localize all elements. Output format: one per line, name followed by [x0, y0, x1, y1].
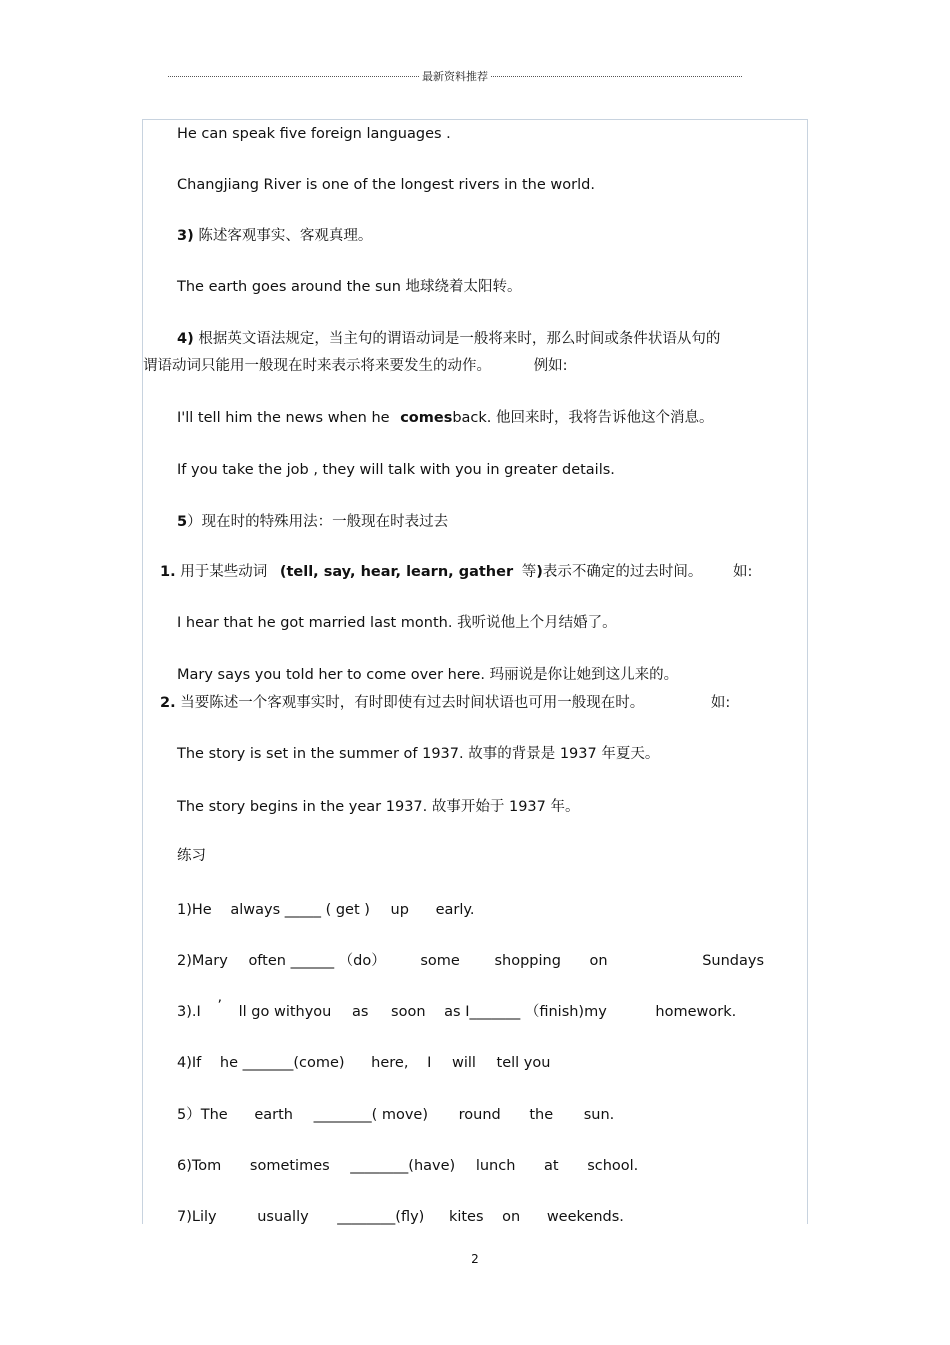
exercise-token: homework.	[655, 1004, 737, 1020]
exercise-token: 4)If	[177, 1055, 202, 1071]
section-text: 陈述客观事实、客观真理。	[198, 228, 373, 244]
text-line: The story begins in the year 1937. 故事开始于 1937 年。	[177, 799, 580, 815]
exercise-item	[177, 1208, 624, 1226]
item-text: 等	[521, 564, 537, 580]
text-line: He can speak five foreign languages .	[177, 126, 451, 142]
exercise-token: round	[458, 1107, 501, 1123]
item-text: 表示不确定的过去时间。	[542, 564, 703, 580]
exercise-token: ________(fly)	[337, 1209, 425, 1225]
text-line: If you take the job , they will talk with you in greater details.	[177, 462, 615, 478]
exercise-token: 1)He	[177, 902, 212, 918]
exercise-token: at	[544, 1158, 559, 1174]
header-title: 最新资料推荐	[422, 70, 488, 83]
exercise-token: weekends.	[546, 1209, 624, 1225]
exercise-token: the	[529, 1107, 554, 1123]
exercise-token: here,	[371, 1055, 409, 1071]
exercise-token: ’	[217, 998, 222, 1014]
text-line: Mary says you told her to come over here. 玛丽说是你让她到这儿来的。	[177, 667, 679, 683]
exercise-token: 3).I	[177, 1004, 201, 1020]
text-line: Changjiang River is one of the longest rivers in the world.	[177, 177, 595, 193]
exercise-token: early.	[435, 902, 475, 918]
exercise-token: sometimes	[249, 1158, 330, 1174]
text-line: The earth goes around the sun 地球绕着太阳转。	[177, 279, 522, 295]
text-line: I hear that he got married last month. 我听说他上个月结婚了。	[177, 615, 617, 631]
exercise-token: shopping	[494, 953, 561, 969]
example-line	[177, 409, 714, 427]
exercise-token: ________(have)	[350, 1158, 456, 1174]
exercise-token: as	[351, 1004, 369, 1020]
text-line	[143, 357, 568, 375]
exercise-token: Sundays	[702, 953, 764, 969]
item-text: 当要陈述一个客观事实时，有时即使有过去时间状语也可用一般现在时。	[180, 695, 645, 711]
item-keywords: (tell, say, hear, learn, gather	[279, 564, 514, 580]
exercise-token: often ______ （do）	[248, 953, 386, 969]
example-keyword: comes	[400, 410, 453, 426]
exercise-token: ________( move)	[313, 1107, 428, 1123]
example-label: 如:	[732, 564, 753, 580]
exercise-item	[177, 1054, 550, 1072]
section-text: 根据英文语法规定，当主句的谓语动词是一般将来时，那么时间或条件状语从句的	[198, 331, 721, 347]
exercise-item	[177, 1106, 614, 1124]
exercise-token: he _______(come)	[219, 1055, 345, 1071]
exercise-token: some	[420, 953, 460, 969]
page-number: 2	[471, 1252, 479, 1266]
section-heading	[177, 513, 448, 531]
item-text: 用于某些动词	[180, 564, 268, 580]
example-text: back. 他回来时，我将告诉他这个消息。	[452, 410, 714, 426]
exercise-token: kites	[448, 1209, 484, 1225]
exercise-token: 7)Lily	[177, 1209, 217, 1225]
example-label: 如:	[710, 695, 731, 711]
header-dotted-rule-left	[168, 76, 419, 77]
exercise-item	[177, 901, 474, 919]
exercise-token: usually	[257, 1209, 309, 1225]
section-number: 3)	[177, 228, 194, 244]
exercise-token: school.	[587, 1158, 639, 1174]
exercise-token: I	[427, 1055, 432, 1071]
exercise-token: soon	[391, 1004, 426, 1020]
example-label: 例如:	[533, 358, 568, 374]
exercise-token: 6)Tom	[177, 1158, 222, 1174]
section-number: 4)	[177, 331, 194, 347]
page-header	[168, 67, 742, 85]
exercise-item	[177, 1157, 638, 1175]
exercise-token: will	[451, 1055, 476, 1071]
item-number: 1.	[160, 564, 176, 580]
exercise-token: sun.	[583, 1107, 615, 1123]
item-paren: )	[536, 564, 543, 580]
exercise-token: 2)Mary	[177, 953, 228, 969]
numbered-item	[160, 563, 752, 581]
exercise-token: on	[502, 1209, 521, 1225]
section-text: 谓语动词只能用一般现在时来表示将来要发生的动作。	[143, 358, 491, 374]
exercise-token: 5）The	[177, 1107, 228, 1123]
section-heading	[177, 227, 372, 245]
text-line: The story is set in the summer of 1937. 故事的背景是 1937 年夏天。	[177, 746, 660, 762]
exercise-item	[177, 998, 737, 1021]
exercise-token: lunch	[475, 1158, 516, 1174]
exercise-heading: 练习	[177, 848, 206, 864]
exercise-token: ll go withyou	[238, 1004, 332, 1020]
exercise-token: on	[589, 953, 608, 969]
exercise-token: as I_______ （finish)my	[444, 1004, 607, 1020]
section-text: ）现在时的特殊用法：一般现在时表过去	[187, 514, 449, 530]
exercise-item	[177, 952, 764, 970]
section-heading	[177, 330, 720, 348]
exercise-token: up	[390, 902, 409, 918]
header-dotted-rule-right	[491, 76, 742, 77]
exercise-token: always _____ ( get )	[230, 902, 370, 918]
exercise-token: tell you	[496, 1055, 551, 1071]
section-number: 5	[177, 514, 188, 530]
item-number: 2.	[160, 695, 176, 711]
numbered-item	[160, 694, 730, 712]
example-text: I'll tell him the news when he	[177, 410, 390, 426]
exercise-token: earth	[254, 1107, 293, 1123]
